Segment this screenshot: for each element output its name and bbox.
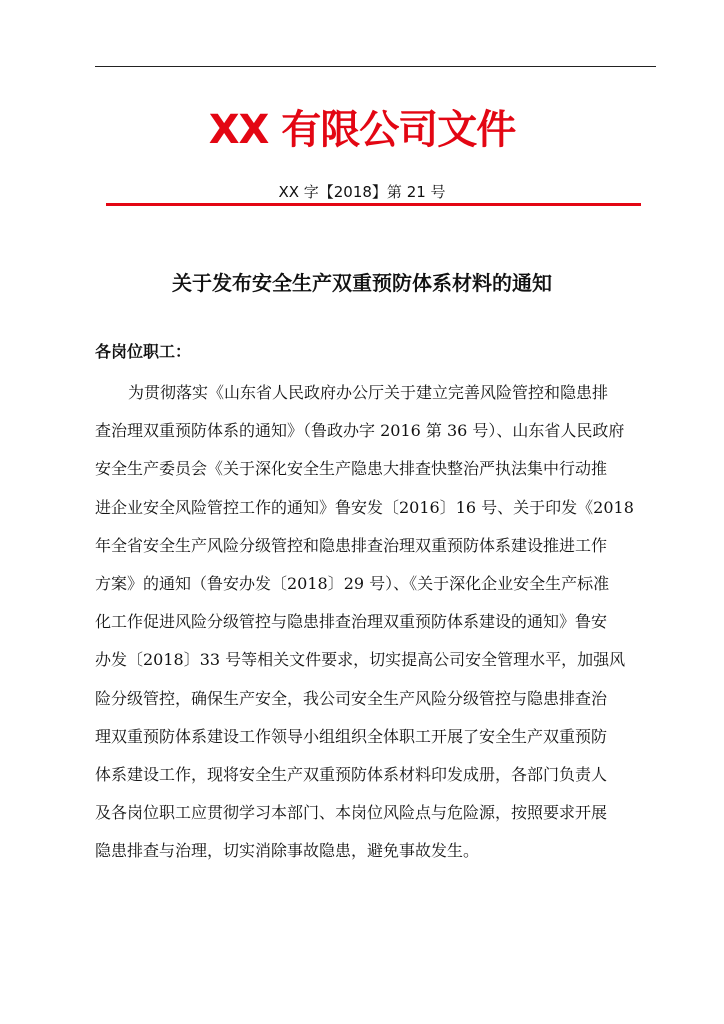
salutation: 各岗位职工： xyxy=(95,342,192,361)
body-line: 查治理双重预防体系的通知》（鲁政办字 2016 第 36 号）、山东省人民政府 xyxy=(95,421,625,441)
body-line: 年全省安全生产风险分级管控和隐患排查治理双重预防体系建设推进工作 xyxy=(95,535,608,555)
document-number: XX 字【2018】第 21 号 xyxy=(278,183,446,201)
body-line: 隐患排查与治理，切实消除事故隐患，避免事故发生。 xyxy=(95,841,480,861)
company-document-title: XX 有限公司文件 xyxy=(208,107,516,153)
body-line: 体系建设工作，现将安全生产双重预防体系材料印发成册，各部门负责人 xyxy=(95,764,608,784)
notice-title: 关于发布安全生产双重预防体系材料的通知 xyxy=(172,271,552,295)
body-line: 及各岗位职工应贯彻学习本部门、本岗位风险点与危险源，按照要求开展 xyxy=(95,803,608,823)
body-line: 险分级管控，确保生产安全，我公司安全生产风险分级管控与隐患排查治 xyxy=(95,688,608,708)
body-line: 化工作促进风险分级管控与隐患排查治理双重预防体系建设的通知》鲁安 xyxy=(95,612,608,632)
red-divider xyxy=(106,203,641,206)
notice-body xyxy=(95,374,656,870)
top-divider xyxy=(95,66,656,67)
body-line: 办发〔2018〕33 号等相关文件要求，切实提高公司安全管理水平，加强风 xyxy=(95,650,626,670)
body-line: 进企业安全风险管控工作的通知》鲁安发〔2016〕16 号、关于印发《2018 xyxy=(95,497,634,517)
body-line: 方案》的通知（鲁安办发〔2018〕29 号）、《关于深化企业安全生产标准 xyxy=(95,573,610,593)
body-line: 安全生产委员会《关于深化安全生产隐患大排查快整治严执法集中行动推 xyxy=(95,459,608,479)
body-line: 理双重预防体系建设工作领导小组组织全体职工开展了安全生产双重预防 xyxy=(95,726,608,746)
body-line: 为贯彻落实《山东省人民政府办公厅关于建立完善风险管控和隐患排 xyxy=(128,383,609,402)
